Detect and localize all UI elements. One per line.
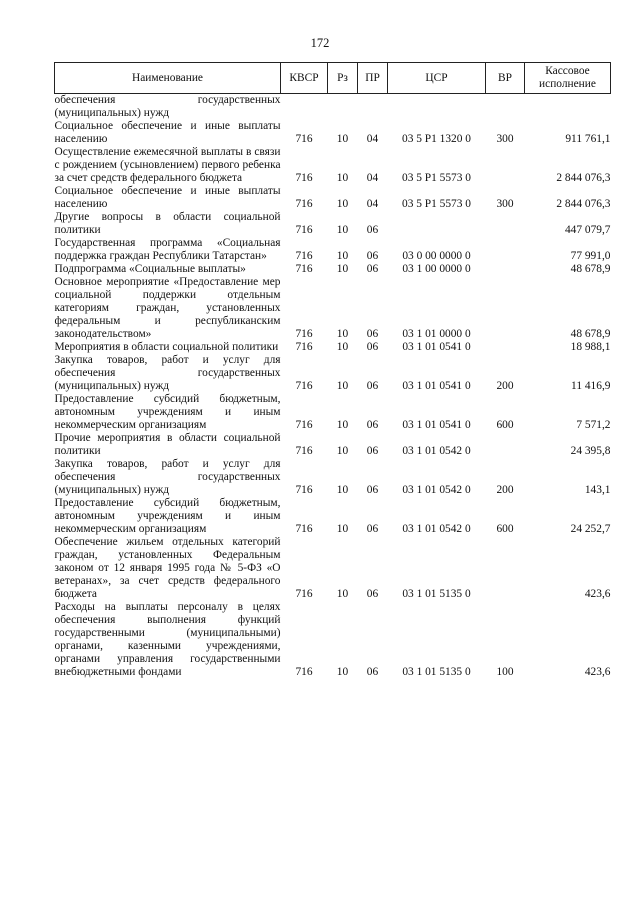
row-kvsr: 716 xyxy=(295,133,313,145)
row-kvsr: 716 xyxy=(295,419,313,431)
row-amount: 2 844 076,3 xyxy=(556,198,611,210)
row-name: Закупка товаров, работ и услуг для обеспечения государственных (муниципальных) нужд xyxy=(54,458,281,496)
row-rz: 10 xyxy=(336,250,349,262)
row-name: Социальное обеспечение и иные выплаты населению xyxy=(54,185,281,210)
row-csr: 03 1 01 0541 0 xyxy=(402,380,471,392)
row-vr: 300 xyxy=(496,133,514,145)
row-kvsr: 716 xyxy=(295,445,313,457)
row-name: Закупка товаров, работ и услуг для обеспечения государственных (муниципальных) нужд xyxy=(54,354,281,392)
row-csr xyxy=(388,94,486,121)
row-kvsr: 716 xyxy=(295,263,313,275)
row-pr: 06 xyxy=(366,224,379,236)
row-vr xyxy=(486,211,525,237)
row-amount: 24 395,8 xyxy=(570,445,611,457)
row-pr: 06 xyxy=(366,484,379,496)
row-csr: 03 5 P1 5573 0 xyxy=(402,198,471,210)
header-kvsr: КВСР xyxy=(281,63,328,94)
row-vr: 600 xyxy=(496,419,514,431)
row-kvsr: 716 xyxy=(295,341,313,353)
row-rz: 10 xyxy=(336,341,349,353)
row-name: Основное мероприятие «Предоставление мер социальной поддержки отдельным категориям граждан, установленных федеральным и республиканским законодательством» xyxy=(54,276,281,340)
row-csr: 03 1 01 5135 0 xyxy=(402,588,471,600)
table-row xyxy=(55,276,611,341)
row-name: Предоставление субсидий бюджетным, автономным учреждениям и иным некоммерческим организациям xyxy=(54,497,281,535)
row-rz: 10 xyxy=(336,484,349,496)
row-pr: 06 xyxy=(366,263,379,275)
row-amount: 11 416,9 xyxy=(571,380,611,392)
row-pr: 04 xyxy=(366,198,379,210)
row-vr xyxy=(486,146,525,185)
row-name: Мероприятия в области социальной политики xyxy=(54,341,279,353)
row-name: Обеспечение жильем отдельных категорий граждан, установленных Федеральным законом от 12 января 1995 года № 5-ФЗ «О ветеранах», за счет средств федерального бюджета xyxy=(54,536,281,600)
table-row xyxy=(55,237,611,263)
table-row xyxy=(55,341,611,354)
table-row xyxy=(55,458,611,497)
row-amount: 911 761,1 xyxy=(565,133,611,145)
row-vr xyxy=(486,536,525,601)
row-csr: 03 0 00 0000 0 xyxy=(402,250,471,262)
row-vr xyxy=(486,94,525,121)
row-rz: 10 xyxy=(336,133,349,145)
row-vr: 300 xyxy=(496,198,514,210)
row-pr: 06 xyxy=(366,523,379,535)
row-kvsr: 716 xyxy=(295,484,313,496)
row-rz: 10 xyxy=(336,445,349,457)
row-name: Расходы на выплаты персоналу в целях обеспечения выполнения функций государственными (муниципальными) органами, казенными учреждениями, органами управления государственными внебюджетными фондами xyxy=(54,601,281,678)
row-csr: 03 1 01 0000 0 xyxy=(402,328,471,340)
row-name: Предоставление субсидий бюджетным, автономным учреждениям и иным некоммерческим организациям xyxy=(54,393,281,431)
row-amount: 143,1 xyxy=(584,484,611,496)
header-rz: Рз xyxy=(328,63,358,94)
table-row xyxy=(55,432,611,458)
row-name: Государственная программа «Социальная поддержка граждан Республики Татарстан» xyxy=(54,237,281,262)
row-vr xyxy=(486,263,525,276)
row-kvsr: 716 xyxy=(295,224,313,236)
row-name: обеспечения государственных (муниципальных) нужд xyxy=(54,94,281,119)
table-row xyxy=(55,146,611,185)
row-amount: 7 571,2 xyxy=(576,419,611,431)
table-row xyxy=(55,263,611,276)
row-name: Подпрограмма «Социальные выплаты» xyxy=(54,263,246,275)
row-rz: 10 xyxy=(336,198,349,210)
table-body xyxy=(55,94,611,680)
row-csr: 03 5 P1 5573 0 xyxy=(402,172,471,184)
row-csr: 03 1 01 0542 0 xyxy=(402,523,471,535)
row-pr: 04 xyxy=(366,133,379,145)
row-kvsr: 716 xyxy=(295,523,313,535)
row-csr: 03 1 01 0542 0 xyxy=(402,445,471,457)
row-amount: 18 988,1 xyxy=(570,341,611,353)
row-kvsr: 716 xyxy=(295,588,313,600)
row-rz xyxy=(328,94,358,121)
row-kvsr: 716 xyxy=(295,666,313,678)
row-pr: 06 xyxy=(366,380,379,392)
table-row xyxy=(55,393,611,432)
header-vr: ВР xyxy=(486,63,525,94)
row-rz: 10 xyxy=(336,588,349,600)
row-amount: 24 252,7 xyxy=(570,523,611,535)
row-rz: 10 xyxy=(336,224,349,236)
page-number: 172 xyxy=(310,36,330,50)
row-csr: 03 1 00 0000 0 xyxy=(402,263,471,275)
row-pr: 06 xyxy=(366,328,379,340)
row-vr xyxy=(486,237,525,263)
row-amount: 423,6 xyxy=(584,666,611,678)
row-rz: 10 xyxy=(336,328,349,340)
row-rz: 10 xyxy=(336,263,349,275)
row-vr xyxy=(486,432,525,458)
row-csr: 03 1 01 0542 0 xyxy=(402,484,471,496)
row-vr: 200 xyxy=(496,380,514,392)
header-csr: ЦСР xyxy=(388,63,486,94)
row-name: Другие вопросы в области социальной политики xyxy=(54,211,281,236)
row-vr: 200 xyxy=(496,484,514,496)
row-kvsr xyxy=(281,94,328,121)
row-rz: 10 xyxy=(336,380,349,392)
row-name: Осуществление ежемесячной выплаты в связи с рождением (усыновлением) первого ребенка за счет средств федерального бюджета xyxy=(54,146,281,184)
row-vr: 600 xyxy=(496,523,514,535)
row-pr: 06 xyxy=(366,588,379,600)
row-kvsr: 716 xyxy=(295,250,313,262)
row-kvsr: 716 xyxy=(295,380,313,392)
row-amount: 447 079,7 xyxy=(564,224,611,236)
row-amount xyxy=(525,94,611,121)
row-name: Прочие мероприятия в области социальной политики xyxy=(54,432,281,457)
row-rz: 10 xyxy=(336,172,349,184)
row-rz: 10 xyxy=(336,666,349,678)
row-pr: 06 xyxy=(366,419,379,431)
row-amount: 2 844 076,3 xyxy=(556,172,611,184)
table-row xyxy=(55,211,611,237)
row-vr: 100 xyxy=(496,666,514,678)
row-pr: 04 xyxy=(366,172,379,184)
row-amount: 423,6 xyxy=(584,588,611,600)
row-kvsr: 716 xyxy=(295,198,313,210)
row-rz: 10 xyxy=(336,523,349,535)
table-row xyxy=(55,497,611,536)
row-pr xyxy=(358,94,388,121)
table-row xyxy=(55,601,611,679)
row-pr: 06 xyxy=(366,341,379,353)
row-csr: 03 1 01 0541 0 xyxy=(402,341,471,353)
table-row xyxy=(55,94,611,121)
table-row xyxy=(55,536,611,601)
row-kvsr: 716 xyxy=(295,172,313,184)
table-header-row xyxy=(55,63,611,94)
row-pr: 06 xyxy=(366,666,379,678)
row-kvsr: 716 xyxy=(295,328,313,340)
row-vr xyxy=(486,341,525,354)
row-amount: 48 678,9 xyxy=(570,263,611,275)
row-csr: 03 1 01 5135 0 xyxy=(402,666,471,678)
header-pr: ПР xyxy=(358,63,388,94)
row-rz: 10 xyxy=(336,419,349,431)
row-pr: 06 xyxy=(366,250,379,262)
row-csr xyxy=(388,211,486,237)
row-name: Социальное обеспечение и иные выплаты населению xyxy=(54,120,281,145)
row-csr: 03 5 P1 1320 0 xyxy=(402,133,471,145)
header-amount: Кассовое исполнение xyxy=(525,63,611,94)
row-csr: 03 1 01 0541 0 xyxy=(402,419,471,431)
table-row xyxy=(55,120,611,146)
table-row xyxy=(55,185,611,211)
row-vr xyxy=(486,276,525,341)
table-row xyxy=(55,354,611,393)
budget-table xyxy=(54,62,611,679)
row-amount: 77 991,0 xyxy=(570,250,611,262)
row-pr: 06 xyxy=(366,445,379,457)
header-name: Наименование xyxy=(55,63,281,94)
row-amount: 48 678,9 xyxy=(570,328,611,340)
